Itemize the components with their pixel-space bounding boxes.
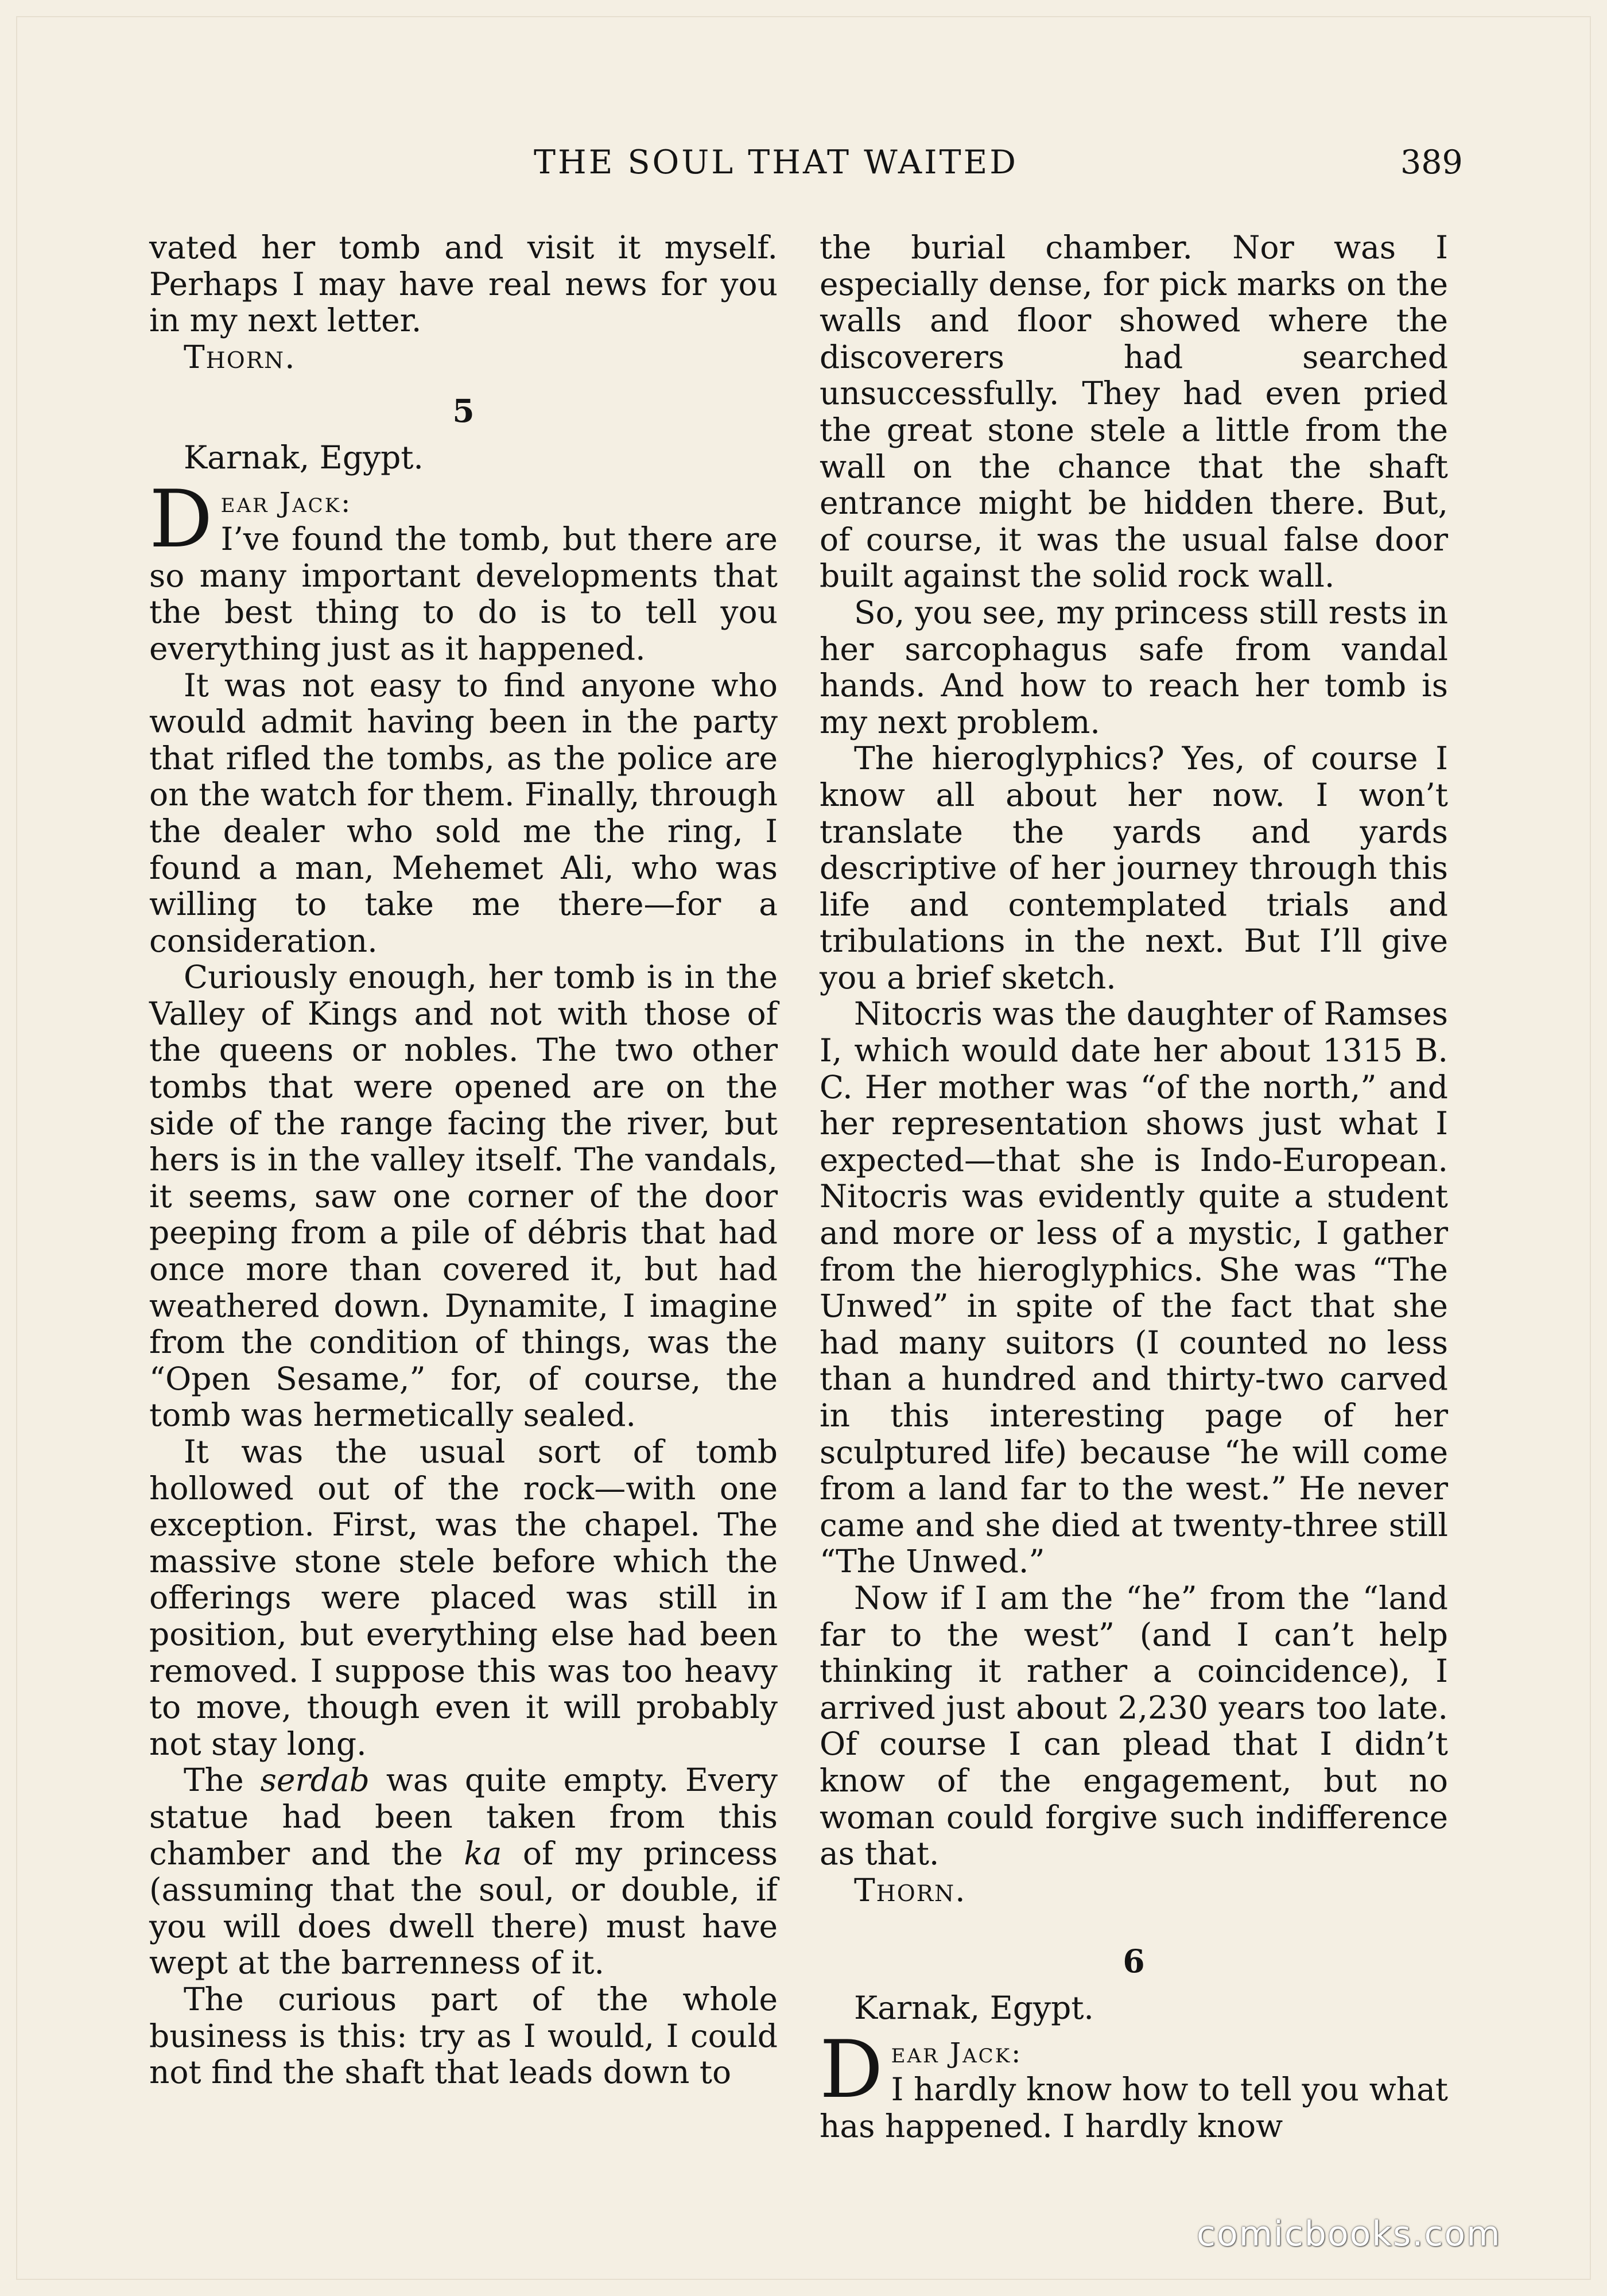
paragraph: The curious part of the whole business is this: try as I would, I could not find the shaft that leads down to (149, 1980, 778, 2091)
text-run: was quite empty. Every statue had been taken from this chamber and the (149, 1762, 778, 1872)
signature: Thorn. (854, 1871, 966, 1909)
paragraph: Nitocris was the daughter of Ramses I, which would date her about 1315 B. C. Her mother was “of the north,” and her representation shows just what I expected—that she is Indo-European. Nitocris was evidently quite a student and more or less of a mystic, I gather from the hieroglyphics. She was “The Unwed” in spite of the fact that she had many suitors (I counted no less than a hundred and thirty-two carved in this interesting page of her sculptured life) because “he will come from a land far to the west.” He never came and she died at twenty-three still “The Unwed.” (820, 995, 1448, 1580)
paragraph: I hardly know how to tell you what has happened. I hardly know (820, 2071, 1448, 2144)
left-column (149, 230, 778, 2091)
letter-number: 6 (1123, 1942, 1145, 1980)
paragraph: Curiously enough, her tomb is in the Valley of Kings and not with those of the queens or nobles. The two other tombs that were opened are on the side of the range facing the river, but hers is in the valley itself. The vandals, it seems, saw one corner of the door peeping from a pile of débris that had once more than covered it, but had weathered down. Dynamite, I imagine from the condition of things, was the “Open Sesame,” for, of course, the tomb was hermetically sealed. (149, 959, 778, 1434)
salutation (820, 2023, 1448, 2145)
italic-serdab: serdab (260, 1762, 370, 1799)
serdab-paragraph (149, 1762, 778, 1981)
signature: Thorn. (184, 338, 296, 375)
italic-ka: ka (464, 1835, 502, 1872)
text-run: of my princess (assuming that the soul, or double, if you will does dwell there) must have wept at the barrenness of it. (149, 1835, 778, 1981)
text-run: The (184, 1762, 261, 1799)
drop-cap: D (820, 2023, 883, 2116)
continuation-paragraph: vated her tomb and visit it myself. Perhaps I may have real news for you in my next letter. (149, 229, 778, 339)
drop-cap: D (149, 472, 213, 565)
continuation-paragraph: the burial chamber. Nor was I especially dense, for pick marks on the walls and floor showed where the discoverers had searched unsuccessfully. They had even pried the great stone stele a little from the wall on the chance that the shaft entrance might be hidden there. But, of course, it was the usual false door built against the solid rock wall. (820, 229, 1448, 595)
running-title: THE SOUL THAT WAITED (534, 144, 1018, 181)
letter-place: Karnak, Egypt. (854, 1989, 1094, 2026)
paragraph: Now if I am the “he” from the “land far to the west” (and I can’t help thinking it rather a coincidence), I arrived just about 2,230 years too late. Of course I can plead that I didn’t know of the engagement, but no woman could forgive such indifference as that. (820, 1579, 1448, 1872)
letter-number: 5 (452, 392, 475, 430)
paragraph: It was not easy to find anyone who would admit having been in the party that rifled the tombs, as the police are on the watch for them. Finally, through the dealer who sold me the ring, I found a man, Mehemet Ali, who was willing to take me there—for a consideration. (149, 666, 778, 959)
salutation (149, 472, 778, 668)
watermark: comicbooks.com (1197, 2214, 1501, 2254)
right-column (820, 230, 1448, 2144)
page-number: 389 (1400, 144, 1463, 181)
paragraph: I’ve found the tomb, but there are so many important developments that the best thing to do is to tell you everything just as it happened. (149, 521, 778, 667)
letter-place: Karnak, Egypt. (184, 439, 424, 476)
salutation-text: ear Jack: (891, 2037, 1023, 2069)
paragraph: It was the usual sort of tomb hollowed out of the rock—with one exception. First, was the chapel. The massive stone stele before which the offerings were placed was still in position, but everything else had been removed. I suppose this was too heavy to move, though even it will probably not stay long. (149, 1433, 778, 1762)
paragraph: The hieroglyphics? Yes, of course I know all about her now. I won’t translate the yards and yards descriptive of her journey through this life and contemplated trials and tribulations in the next. But I’ll give you a brief sketch. (820, 740, 1448, 996)
salutation-text: ear Jack: (220, 486, 352, 519)
paragraph: So, you see, my princess still rests in her sarcophagus safe from vandal hands. And how to reach her tomb is my next problem. (820, 594, 1448, 740)
